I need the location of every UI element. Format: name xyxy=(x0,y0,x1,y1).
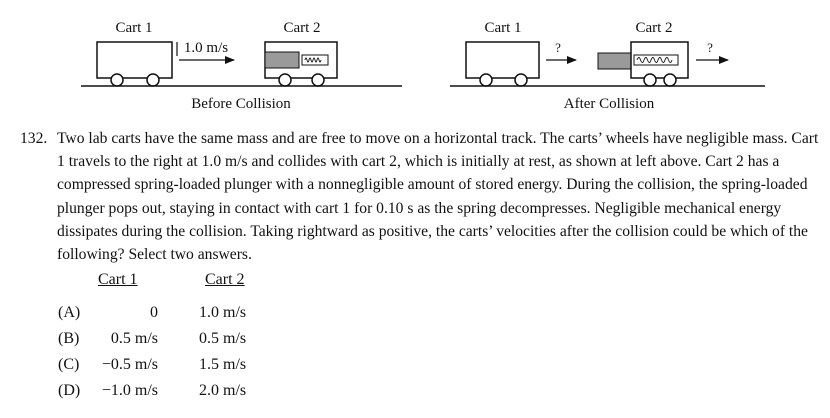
choice-cart1-value: 0 xyxy=(150,304,158,321)
before-cart1-label: Cart 1 xyxy=(115,20,153,36)
before-caption: Before Collision xyxy=(191,96,291,112)
choice-label: (B) xyxy=(58,330,80,347)
cart2-column-header: Cart 2 xyxy=(205,271,245,288)
choice-cart2-value: 2.0 m/s xyxy=(199,382,247,399)
choice-d[interactable] xyxy=(58,382,358,408)
after-cart1-unknown-velocity: ? xyxy=(555,40,561,55)
before-cart2 xyxy=(265,42,337,86)
choice-cart2-value: 1.0 m/s xyxy=(199,304,247,321)
collision-diagram xyxy=(0,0,830,122)
question xyxy=(20,127,820,266)
after-cart1 xyxy=(466,42,539,86)
choice-cart2-value: 0.5 m/s xyxy=(199,330,247,347)
after-cart1-label: Cart 1 xyxy=(484,20,522,36)
choice-label: (D) xyxy=(58,382,81,399)
after-collision-panel xyxy=(450,20,765,112)
velocity-label: 1.0 m/s xyxy=(183,40,229,56)
before-cart2-label: Cart 2 xyxy=(283,20,321,36)
after-caption: After Collision xyxy=(563,96,655,112)
after-cart2 xyxy=(598,42,688,86)
choice-c[interactable] xyxy=(58,356,358,382)
choice-cart1-value: −1.0 m/s xyxy=(101,382,158,399)
question-text: Two lab carts have the same mass and are free to move on a horizontal track. The carts’ wheels have negligible mass. Cart 1 travels to the right at 1.0 m/s and collides with cart 2, which is initially at rest, as shown at left above. Cart 2 has a compressed spring-loaded plunger with a nonnegligible amount of stored energy. During the collision, the spring-loaded plunger pops out, staying in contact with cart 1 for 0.10 s as the spring decompresses. Negligible mechanical energy dissipates during the collision. Taking rightward as positive, the carts’ velocities after the collision could be which of the following? Select two answers. xyxy=(57,130,819,264)
after-cart2-label: Cart 2 xyxy=(635,20,673,36)
choice-b[interactable] xyxy=(58,330,358,356)
question-number: 132. xyxy=(20,130,48,147)
before-cart1 xyxy=(97,42,172,86)
choice-label: (A) xyxy=(58,304,81,321)
cart1-column-header: Cart 1 xyxy=(98,271,138,288)
choice-cart1-value: 0.5 m/s xyxy=(110,330,158,347)
before-collision-panel xyxy=(81,20,402,112)
collision-figure xyxy=(0,0,830,122)
after-cart2-unknown-velocity: ? xyxy=(707,40,713,55)
choice-a[interactable] xyxy=(58,304,358,330)
choice-label: (C) xyxy=(58,356,80,373)
choice-cart1-value: −0.5 m/s xyxy=(101,356,158,373)
choice-cart2-value: 1.5 m/s xyxy=(199,356,247,373)
